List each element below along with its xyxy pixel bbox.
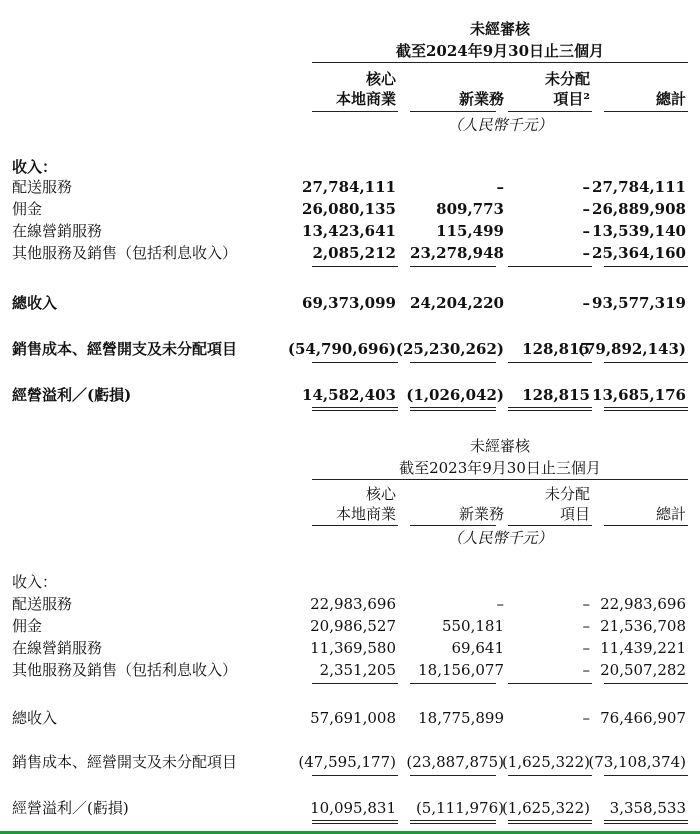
cell: – (496, 178, 504, 196)
cell: 13,539,140 (592, 222, 686, 240)
cell: 93,577,319 (592, 294, 686, 312)
cell: (1,026,042) (406, 386, 504, 404)
cell: 11,439,221 (600, 639, 686, 657)
cost-rule-2 (410, 775, 496, 776)
cell: 23,278,948 (410, 244, 504, 262)
cell: (79,892,143) (577, 340, 686, 358)
cell: – (582, 244, 590, 262)
cell: 20,986,527 (310, 617, 396, 635)
audit-status: 未經審核 (469, 437, 530, 455)
row-label-commission: 佣金 (12, 617, 43, 635)
double-rule-4 (604, 407, 688, 411)
col-header-core-local-2: 本地商業 (335, 90, 396, 108)
col-rule-2 (410, 525, 496, 526)
col-header-unallocated-1: 未分配 (544, 485, 590, 503)
cell: – (582, 200, 590, 218)
subtotal-rule-2 (410, 683, 496, 684)
row-label-other-services: 其他服務及銷售（包括利息收入） (12, 244, 238, 262)
cost-rule-4 (604, 775, 688, 776)
cell: – (582, 639, 590, 657)
cell: 128,815 (522, 340, 590, 358)
col-rule-4 (604, 525, 688, 526)
row-label-operating-profit: 經營溢利／(虧損) (12, 386, 132, 404)
double-rule-2 (410, 407, 496, 411)
double-rule-2 (410, 820, 496, 824)
subtotal-rule-4 (604, 683, 688, 684)
cell: (1,625,322) (501, 799, 590, 817)
col-header-total: 總計 (655, 505, 686, 523)
cost-rule-3 (508, 362, 592, 363)
col-header-total: 總計 (655, 90, 686, 108)
row-label-commission: 佣金 (12, 200, 43, 218)
cell: 21,536,708 (600, 617, 686, 635)
cell: 14,582,403 (302, 386, 396, 404)
row-label-costs: 銷售成本、經營開支及未分配項目 (12, 753, 238, 771)
cell: 115,499 (436, 222, 504, 240)
subtotal-rule-1 (312, 266, 398, 267)
cell: 22,983,696 (600, 595, 686, 613)
row-label-other-services: 其他服務及銷售（包括利息收入） (12, 661, 238, 679)
cell: 2,085,212 (312, 244, 396, 262)
cell: 13,423,641 (302, 222, 396, 240)
col-rule-3 (508, 525, 592, 526)
period-heading: 截至2023年9月30日止三個月 (399, 459, 601, 477)
row-label-total-revenue: 總收入 (12, 709, 58, 727)
cell: 57,691,008 (310, 709, 396, 727)
cell: 25,364,160 (592, 244, 686, 262)
cost-rule-3 (508, 775, 592, 776)
cell: – (582, 595, 590, 613)
cell: 128,815 (522, 386, 590, 404)
revenue-heading: 收入： (12, 158, 58, 176)
cell: – (582, 222, 590, 240)
subtotal-rule-2 (410, 266, 496, 267)
cell: 20,507,282 (600, 661, 686, 679)
col-rule-4 (604, 111, 688, 112)
header-rule (312, 479, 688, 480)
cell: (54,790,696) (287, 340, 396, 358)
col-rule-2 (410, 111, 496, 112)
col-header-new-initiatives: 新業務 (458, 505, 504, 523)
cell: (47,595,177) (298, 753, 396, 771)
cell: 76,466,907 (600, 709, 686, 727)
audit-status: 未經審核 (469, 20, 530, 38)
row-label-online-marketing: 在線營銷服務 (12, 222, 103, 240)
cell: (5,111,976) (415, 799, 504, 817)
cell: 3,358,533 (609, 799, 686, 817)
col-rule-1 (312, 111, 398, 112)
cost-rule-2 (410, 362, 496, 363)
unit-label: （人民幣千元） (447, 529, 553, 547)
cost-rule-4 (604, 362, 688, 363)
segment-table-2023 (0, 417, 700, 834)
revenue-heading: 收入： (12, 573, 58, 591)
cell: 2,351,205 (319, 661, 396, 679)
cell: 27,784,111 (302, 178, 396, 196)
cell: – (582, 178, 590, 196)
cell: – (582, 617, 590, 635)
col-header-unallocated-1: 未分配 (544, 70, 590, 88)
cell: (23,887,875) (406, 753, 504, 771)
double-rule-1 (312, 407, 398, 411)
cell: 809,773 (436, 200, 504, 218)
cell: 550,181 (441, 617, 504, 635)
double-rule-3 (508, 820, 592, 824)
double-rule-1 (312, 820, 398, 824)
cell: – (582, 294, 590, 312)
row-label-online-marketing: 在線營銷服務 (12, 639, 103, 657)
subtotal-rule-3 (508, 266, 592, 267)
cell: 11,369,580 (310, 639, 396, 657)
cell: 26,889,908 (592, 200, 686, 218)
cell: 18,156,077 (418, 661, 504, 679)
double-rule-3 (508, 407, 592, 411)
cost-rule-1 (312, 775, 398, 776)
row-label-delivery: 配送服務 (12, 595, 73, 613)
cell: 69,373,099 (302, 294, 396, 312)
col-rule-3 (508, 111, 592, 112)
col-header-core-local-1: 核心 (365, 70, 396, 88)
double-rule-4 (604, 820, 688, 824)
cell: 10,095,831 (310, 799, 396, 817)
subtotal-rule-3 (508, 683, 592, 684)
cell: (1,625,322) (501, 753, 590, 771)
col-header-unallocated-2: 項目 (559, 505, 590, 523)
cell: 27,784,111 (592, 178, 686, 196)
col-header-new-initiatives: 新業務 (458, 90, 504, 108)
row-label-delivery: 配送服務 (12, 178, 73, 196)
cell: (73,108,374) (588, 753, 686, 771)
period-heading: 截至2024年9月30日止三個月 (395, 42, 605, 60)
header-rule (312, 62, 688, 63)
cell: 26,080,135 (302, 200, 396, 218)
cell: 24,204,220 (410, 294, 504, 312)
col-header-core-local-1: 核心 (365, 485, 396, 503)
cell: 69,641 (451, 639, 504, 657)
col-header-unallocated-2: 項目² (553, 90, 590, 108)
cell: – (496, 595, 504, 613)
cell: – (582, 709, 590, 727)
subtotal-rule-4 (604, 266, 688, 267)
unit-label: （人民幣千元） (447, 116, 553, 134)
row-label-costs: 銷售成本、經營開支及未分配項目 (12, 340, 238, 358)
row-label-operating-profit: 經營溢利／(虧損) (12, 799, 129, 817)
row-label-total-revenue: 總收入 (12, 294, 58, 312)
cell: 18,775,899 (418, 709, 504, 727)
cell: (25,230,262) (395, 340, 504, 358)
cell: 22,983,696 (310, 595, 396, 613)
cell: – (582, 661, 590, 679)
cost-rule-1 (312, 362, 398, 363)
cell: 13,685,176 (592, 386, 686, 404)
col-header-core-local-2: 本地商業 (335, 505, 396, 523)
col-rule-1 (312, 525, 398, 526)
subtotal-rule-1 (312, 683, 398, 684)
